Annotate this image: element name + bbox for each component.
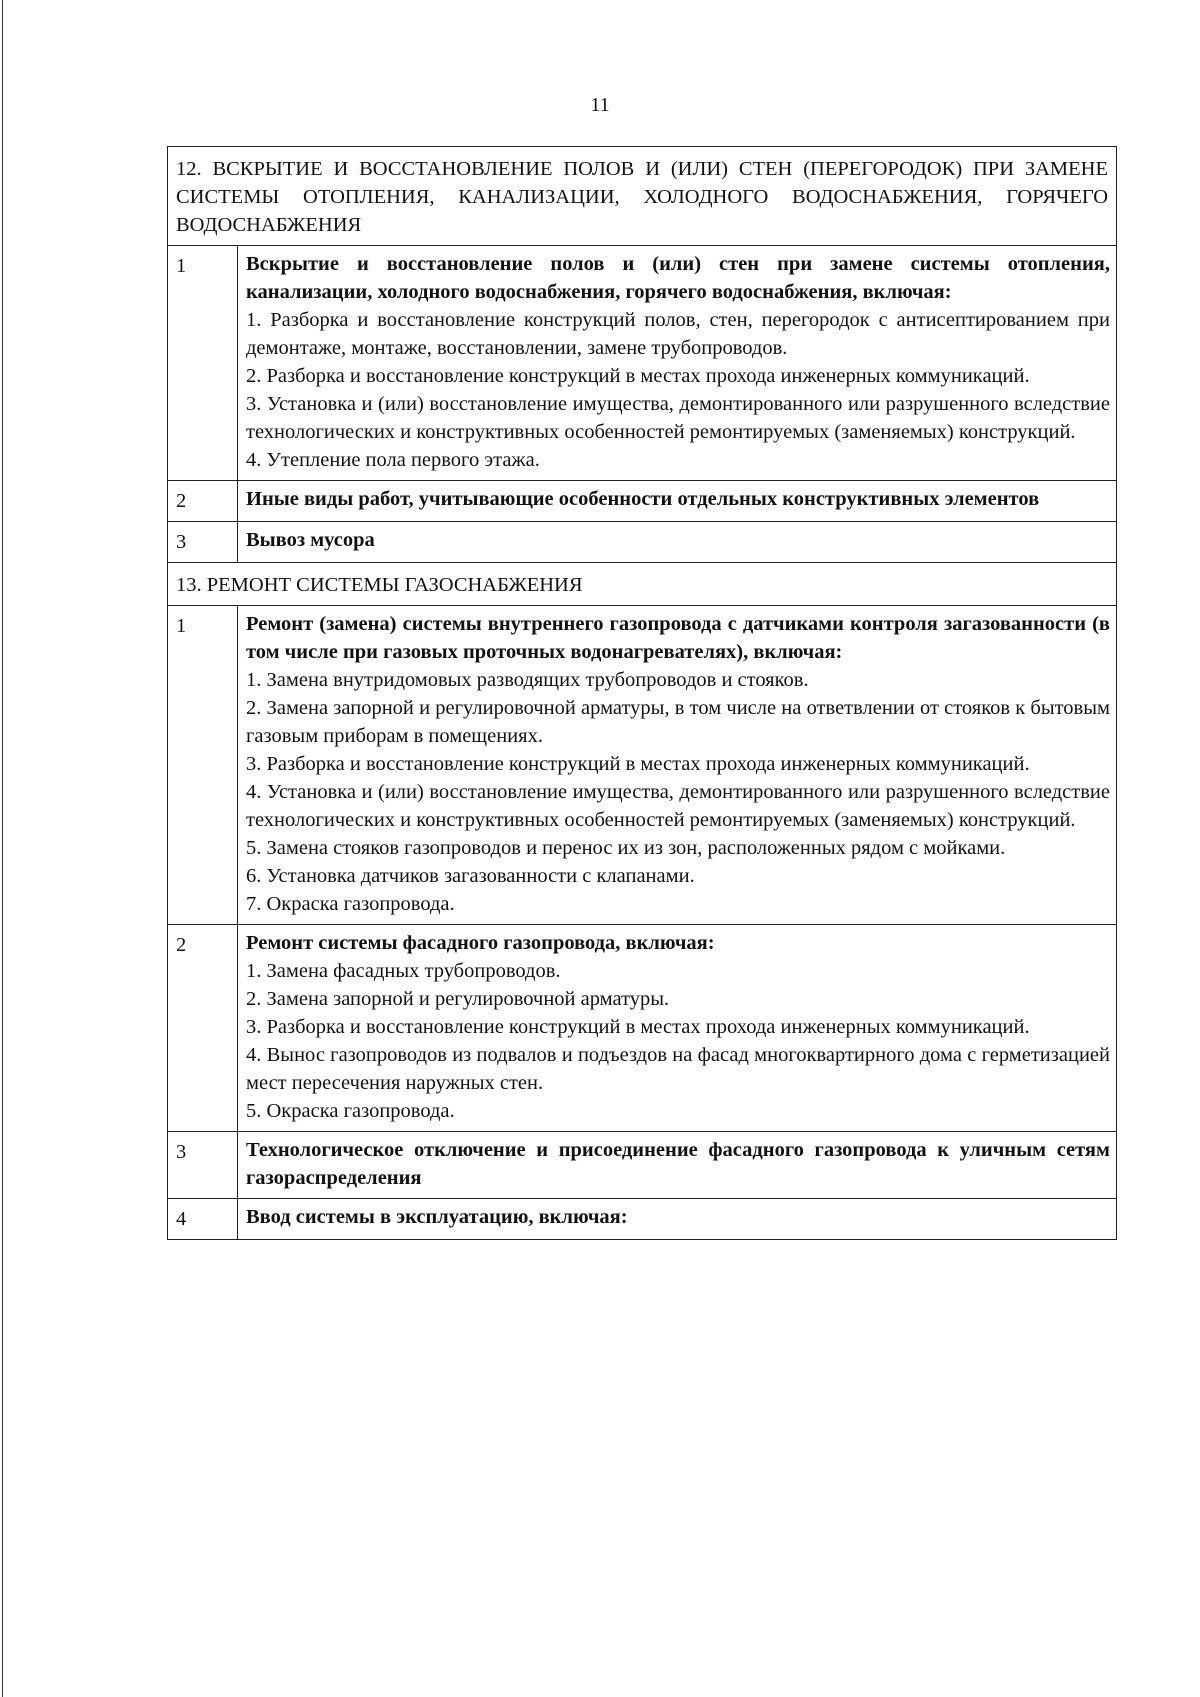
table-row [168, 246, 1117, 481]
row-content [238, 481, 1117, 522]
work-title: Ввод системы в эксплуатацию, включая: [246, 1206, 628, 1228]
work-item: 2. Замена запорной и регулировочной арматуры. [246, 988, 670, 1010]
work-item: 2. Замена запорной и регулировочной арматуры, в том числе на ответвлении от стояков к бытовым газовым приборам в помещениях. [246, 697, 1110, 747]
work-title: Ремонт системы фасадного газопровода, включая: [246, 932, 715, 954]
work-item: 1. Замена фасадных трубопроводов. [246, 960, 561, 982]
row-number: 1 [168, 246, 238, 481]
table-row [168, 1199, 1117, 1240]
row-content [238, 606, 1117, 925]
row-content [238, 246, 1117, 481]
work-item: 3. Установка и (или) восстановление имущества, демонтированного или разрушенного вследствие технологических и конструктивных особенностей ремонтируемых (заменяемых) конструкций. [246, 393, 1110, 443]
work-title: Технологическое отключение и присоединение фасадного газопровода к уличным сетям газораспределения [246, 1139, 1110, 1189]
row-number: 1 [168, 606, 238, 925]
table-body [168, 147, 1117, 1240]
row-content [238, 925, 1117, 1132]
row-number: 4 [168, 1199, 238, 1240]
scan-edge-line [2, 0, 3, 1697]
section-header: 12. ВСКРЫТИЕ И ВОССТАНОВЛЕНИЕ ПОЛОВ И (ИЛИ) СТЕН (ПЕРЕГОРОДОК) ПРИ ЗАМЕНЕ СИСТЕМЫ ОТОПЛЕНИЯ, КАНАЛИЗАЦИИ, ХОЛОДНОГО ВОДОСНАБЖЕНИЯ, ГОРЯЧЕГО ВОДОСНАБЖЕНИЯ [168, 147, 1117, 246]
table-row [168, 481, 1117, 522]
row-content [238, 1132, 1117, 1199]
work-item: 5. Замена стояков газопроводов и перенос их из зон, расположенных рядом с мойками. [246, 837, 1006, 859]
work-item: 4. Вынос газопроводов из подвалов и подъездов на фасад многоквартирного дома с герметизацией мест пересечения наружных стен. [246, 1044, 1110, 1094]
table-row [168, 925, 1117, 1132]
section-header: 13. РЕМОНТ СИСТЕМЫ ГАЗОСНАБЖЕНИЯ [168, 563, 1117, 606]
work-item: 4. Установка и (или) восстановление имущества, демонтированного или разрушенного вследствие технологических и конструктивных особенностей ремонтируемых (заменяемых) конструкций. [246, 781, 1110, 831]
row-number: 3 [168, 522, 238, 563]
work-title: Иные виды работ, учитывающие особенности отдельных конструктивных элементов [246, 488, 1040, 510]
row-number: 3 [168, 1132, 238, 1199]
work-item: 1. Замена внутридомовых разводящих трубопроводов и стояков. [246, 669, 809, 691]
row-content [238, 522, 1117, 563]
work-types-table [167, 146, 1117, 1240]
table-row [168, 1132, 1117, 1199]
work-title: Вскрытие и восстановление полов и (или) стен при замене системы отопления, канализации, холодного водоснабжения, горячего водоснабжения, включая: [246, 253, 1110, 303]
section-header-row [168, 563, 1117, 606]
section-header-row [168, 147, 1117, 246]
row-number: 2 [168, 925, 238, 1132]
work-title: Ремонт (замена) системы внутреннего газопровода с датчиками контроля загазованности (в том числе при газовых проточных водонагревателях), включая: [246, 613, 1110, 663]
row-number: 2 [168, 481, 238, 522]
work-item: 5. Окраска газопровода. [246, 1100, 455, 1122]
work-item: 3. Разборка и восстановление конструкций в местах прохода инженерных коммуникаций. [246, 1016, 1030, 1038]
work-title: Вывоз мусора [246, 529, 375, 551]
table-row [168, 606, 1117, 925]
table-row [168, 522, 1117, 563]
work-item: 2. Разборка и восстановление конструкций в местах прохода инженерных коммуникаций. [246, 365, 1030, 387]
work-item: 1. Разборка и восстановление конструкций полов, стен, перегородок с антисептированием при демонтаже, монтаже, восстановлении, замене трубопроводов. [246, 309, 1110, 359]
page-number: 11 [590, 94, 610, 116]
work-item: 6. Установка датчиков загазованности с клапанами. [246, 865, 695, 887]
row-content [238, 1199, 1117, 1240]
work-item: 7. Окраска газопровода. [246, 893, 455, 915]
work-item: 3. Разборка и восстановление конструкций в местах прохода инженерных коммуникаций. [246, 753, 1030, 775]
work-item: 4. Утепление пола первого этажа. [246, 449, 540, 471]
